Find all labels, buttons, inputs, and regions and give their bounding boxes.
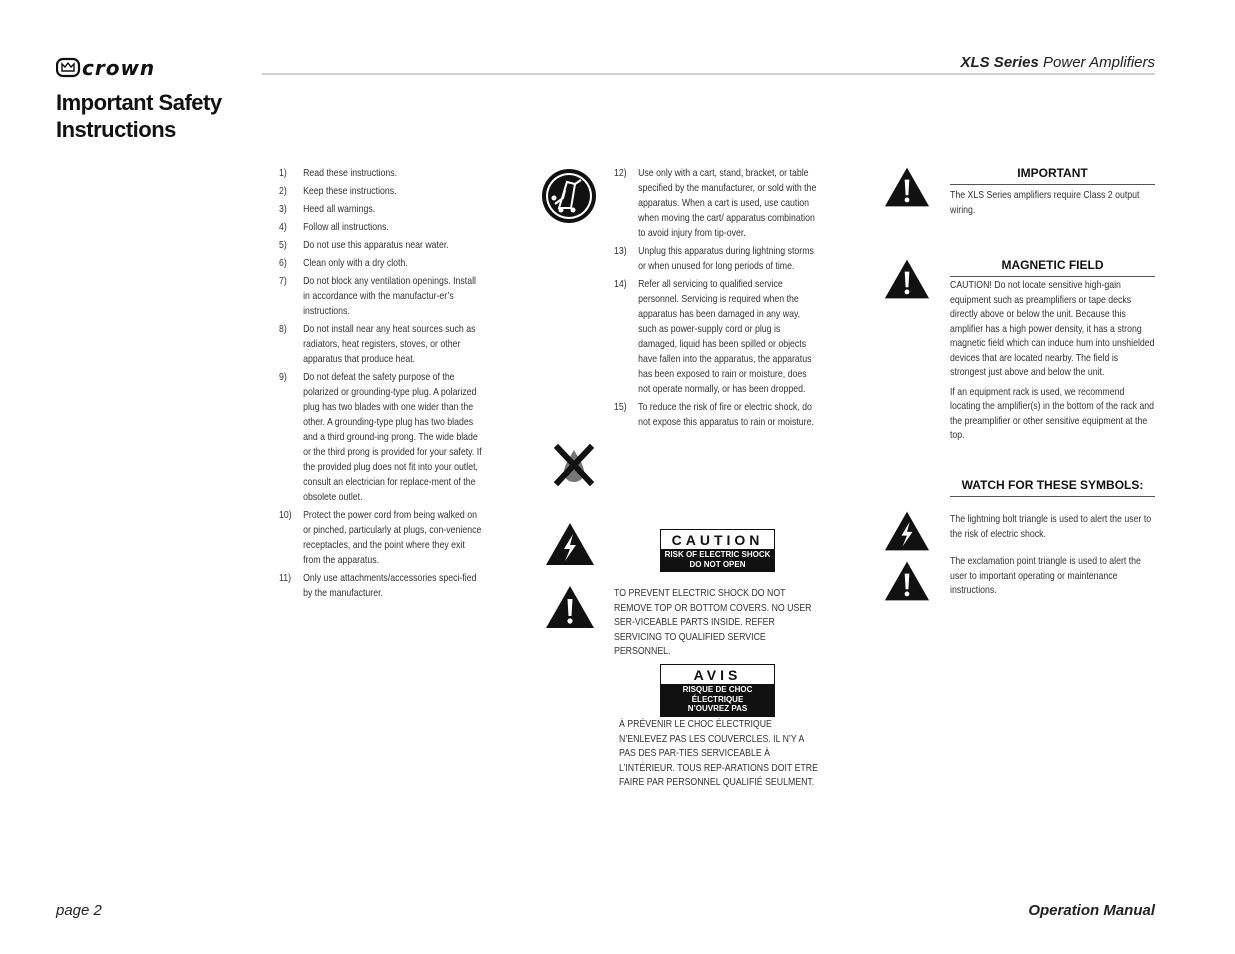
series-name: XLS Series (960, 54, 1039, 71)
list-item: 5) Do not use this apparatus near water. (279, 240, 449, 251)
caution-label (660, 529, 775, 572)
caution-label-line2: DO NOT OPEN (689, 559, 746, 569)
list-item: 12) Use only with a cart, stand, bracket, or table specified by the manufacturer, or sold with the apparatus. When a cart is used, use caution when moving the cart/ apparatus combination to avoid injury from tip-over. (614, 168, 817, 239)
list-item: 13) Unplug this apparatus during lightning storms or when unused for long periods of time. (614, 246, 814, 272)
magnetic-heading: MAGNETIC FIELD (950, 258, 1155, 277)
series-subtitle: Power Amplifiers (1038, 54, 1155, 71)
list-item: 4) Follow all instructions. (279, 222, 389, 233)
symbols-lightning-icon (884, 510, 930, 552)
list-item: 3) Heed all warnings. (279, 204, 376, 215)
no-water-icon (554, 444, 594, 486)
page-title (56, 89, 222, 143)
list-item: 11) Only use attachments/accessories speci-fied by the manufacturer. (279, 573, 477, 599)
avis-label (660, 664, 775, 717)
list-item: 6) Clean only with a dry cloth. (279, 258, 408, 269)
list-item: 15) To reduce the risk of fire or electric shock, do not expose this apparatus to rain or moisture. (614, 402, 814, 428)
symbols-lightning-text: The lightning bolt triangle is used to alert the user to the risk of electric shock. (950, 514, 1152, 540)
caution-text: TO PREVENT ELECTRIC SHOCK DO NOT REMOVE TOP OR BOTTOM COVERS. NO USER SER-VICEABLE PARTS INSIDE. REFER SERVICING TO QUALIFIED SERVICE PERSONNEL. (614, 588, 812, 657)
avis-label-warning (661, 684, 774, 716)
list-item: 14) Refer all servicing to qualified service personnel. Servicing is required when the apparatus has been damaged in any way, such as power-supply cord or plug is damaged, liquid has been spilled or objects have fallen into the apparatus, the apparatus has been exposed to rain or moisture, does not operate normally, or has been dropped. (614, 279, 812, 395)
important-text: The XLS Series amplifiers require Class 2 output wiring. (950, 190, 1140, 216)
magnetic-text-2: If an equipment rack is used, we recommend locating the amplifier(s) in the bottom of the rack and the preamplifier or other sensitive equipment at the top. (950, 386, 1155, 441)
page-title-line1: Important Safety (56, 90, 222, 115)
caution-label-warning (661, 549, 774, 571)
important-exclamation-icon (884, 166, 930, 208)
list-item: 2) Keep these instructions. (279, 186, 397, 197)
list-item: 1) Read these instructions. (279, 168, 398, 179)
list-item: 8) Do not install near any heat sources such as radiators, heat registers, stoves, or other apparatus that produce heat. (279, 324, 476, 365)
symbols-exclamation-icon (884, 560, 930, 602)
magnetic-exclamation-icon (884, 258, 930, 300)
magnetic-section (950, 258, 1155, 444)
list-item: 10) Protect the power cord from being walked on or pinched, particularly at plugs, con-venience receptacles, and the point where they exit from the apparatus. (279, 510, 482, 566)
caution-label-title: CAUTION (671, 532, 764, 548)
exclamation-triangle-icon (545, 585, 595, 629)
avis-label-title: AVIS (693, 667, 742, 683)
list-item: 7) Do not block any ventilation openings. Install in accordance with the manufactur-er’s instructions. (279, 276, 476, 317)
important-section (950, 166, 1155, 218)
instructions-list-1 (279, 166, 484, 604)
avis-label-line2: N’OUVREZ PAS (687, 704, 748, 713)
header-rule (262, 73, 1155, 75)
cart-warning-icon (541, 168, 597, 224)
page-number: page 2 (56, 902, 102, 919)
avis-text: À PRÉVENIR LE CHOC ÉLECTRIQUE N’ENLEVEZ PAS LES COUVERCLES. IL N’Y A PAS DES PAR-TIES SERVICEABLE À L’INTÉRIEUR. TOUS REP-ARATIONS DOIT ETRE FAIRE PAR PERSONNEL QUALIFIÉ SEULMENT. (619, 719, 818, 788)
list-item: 9) Do not defeat the safety purpose of the polarized or grounding-type plug. A polarized plug has two blades with one wider than the other. A grounding-type plug has two blades and a third ground-ing prong. The wide blade or the third prong is provided for your safety. If the provided plug does not fit into your outlet, consult an electrician for replace-ment of the obsolete outlet. (279, 372, 482, 503)
series-title (960, 54, 1155, 71)
important-heading: IMPORTANT (950, 166, 1155, 185)
lightning-triangle-icon (545, 522, 595, 566)
crown-logo (56, 55, 206, 81)
logo-wordmark: crown (82, 56, 156, 80)
magnetic-text-1: CAUTION! Do not locate sensitive high-gain equipment such as preamplifiers or tape decks directly above or below the unit. Because this amplifier has a high power density, it has a strong magnetic field which can induce hum into unshielded devices that are located nearby. The field is strongest just above and below the unit. (950, 280, 1155, 378)
instructions-list-2 (614, 166, 819, 433)
manual-title: Operation Manual (1028, 902, 1155, 919)
symbols-heading: WATCH FOR THESE SYMBOLS: (950, 478, 1155, 497)
page-title-line2: Instructions (56, 117, 176, 142)
caution-label-line1: RISK OF ELECTRIC SHOCK (664, 550, 771, 559)
symbols-exclamation-text: The exclamation point triangle is used to alert the user to important operating or maintenance instructions. (950, 556, 1141, 596)
symbols-section (950, 478, 1155, 497)
avis-label-line1: RISQUE DE CHOC ÉLECTRIQUE (682, 685, 753, 704)
